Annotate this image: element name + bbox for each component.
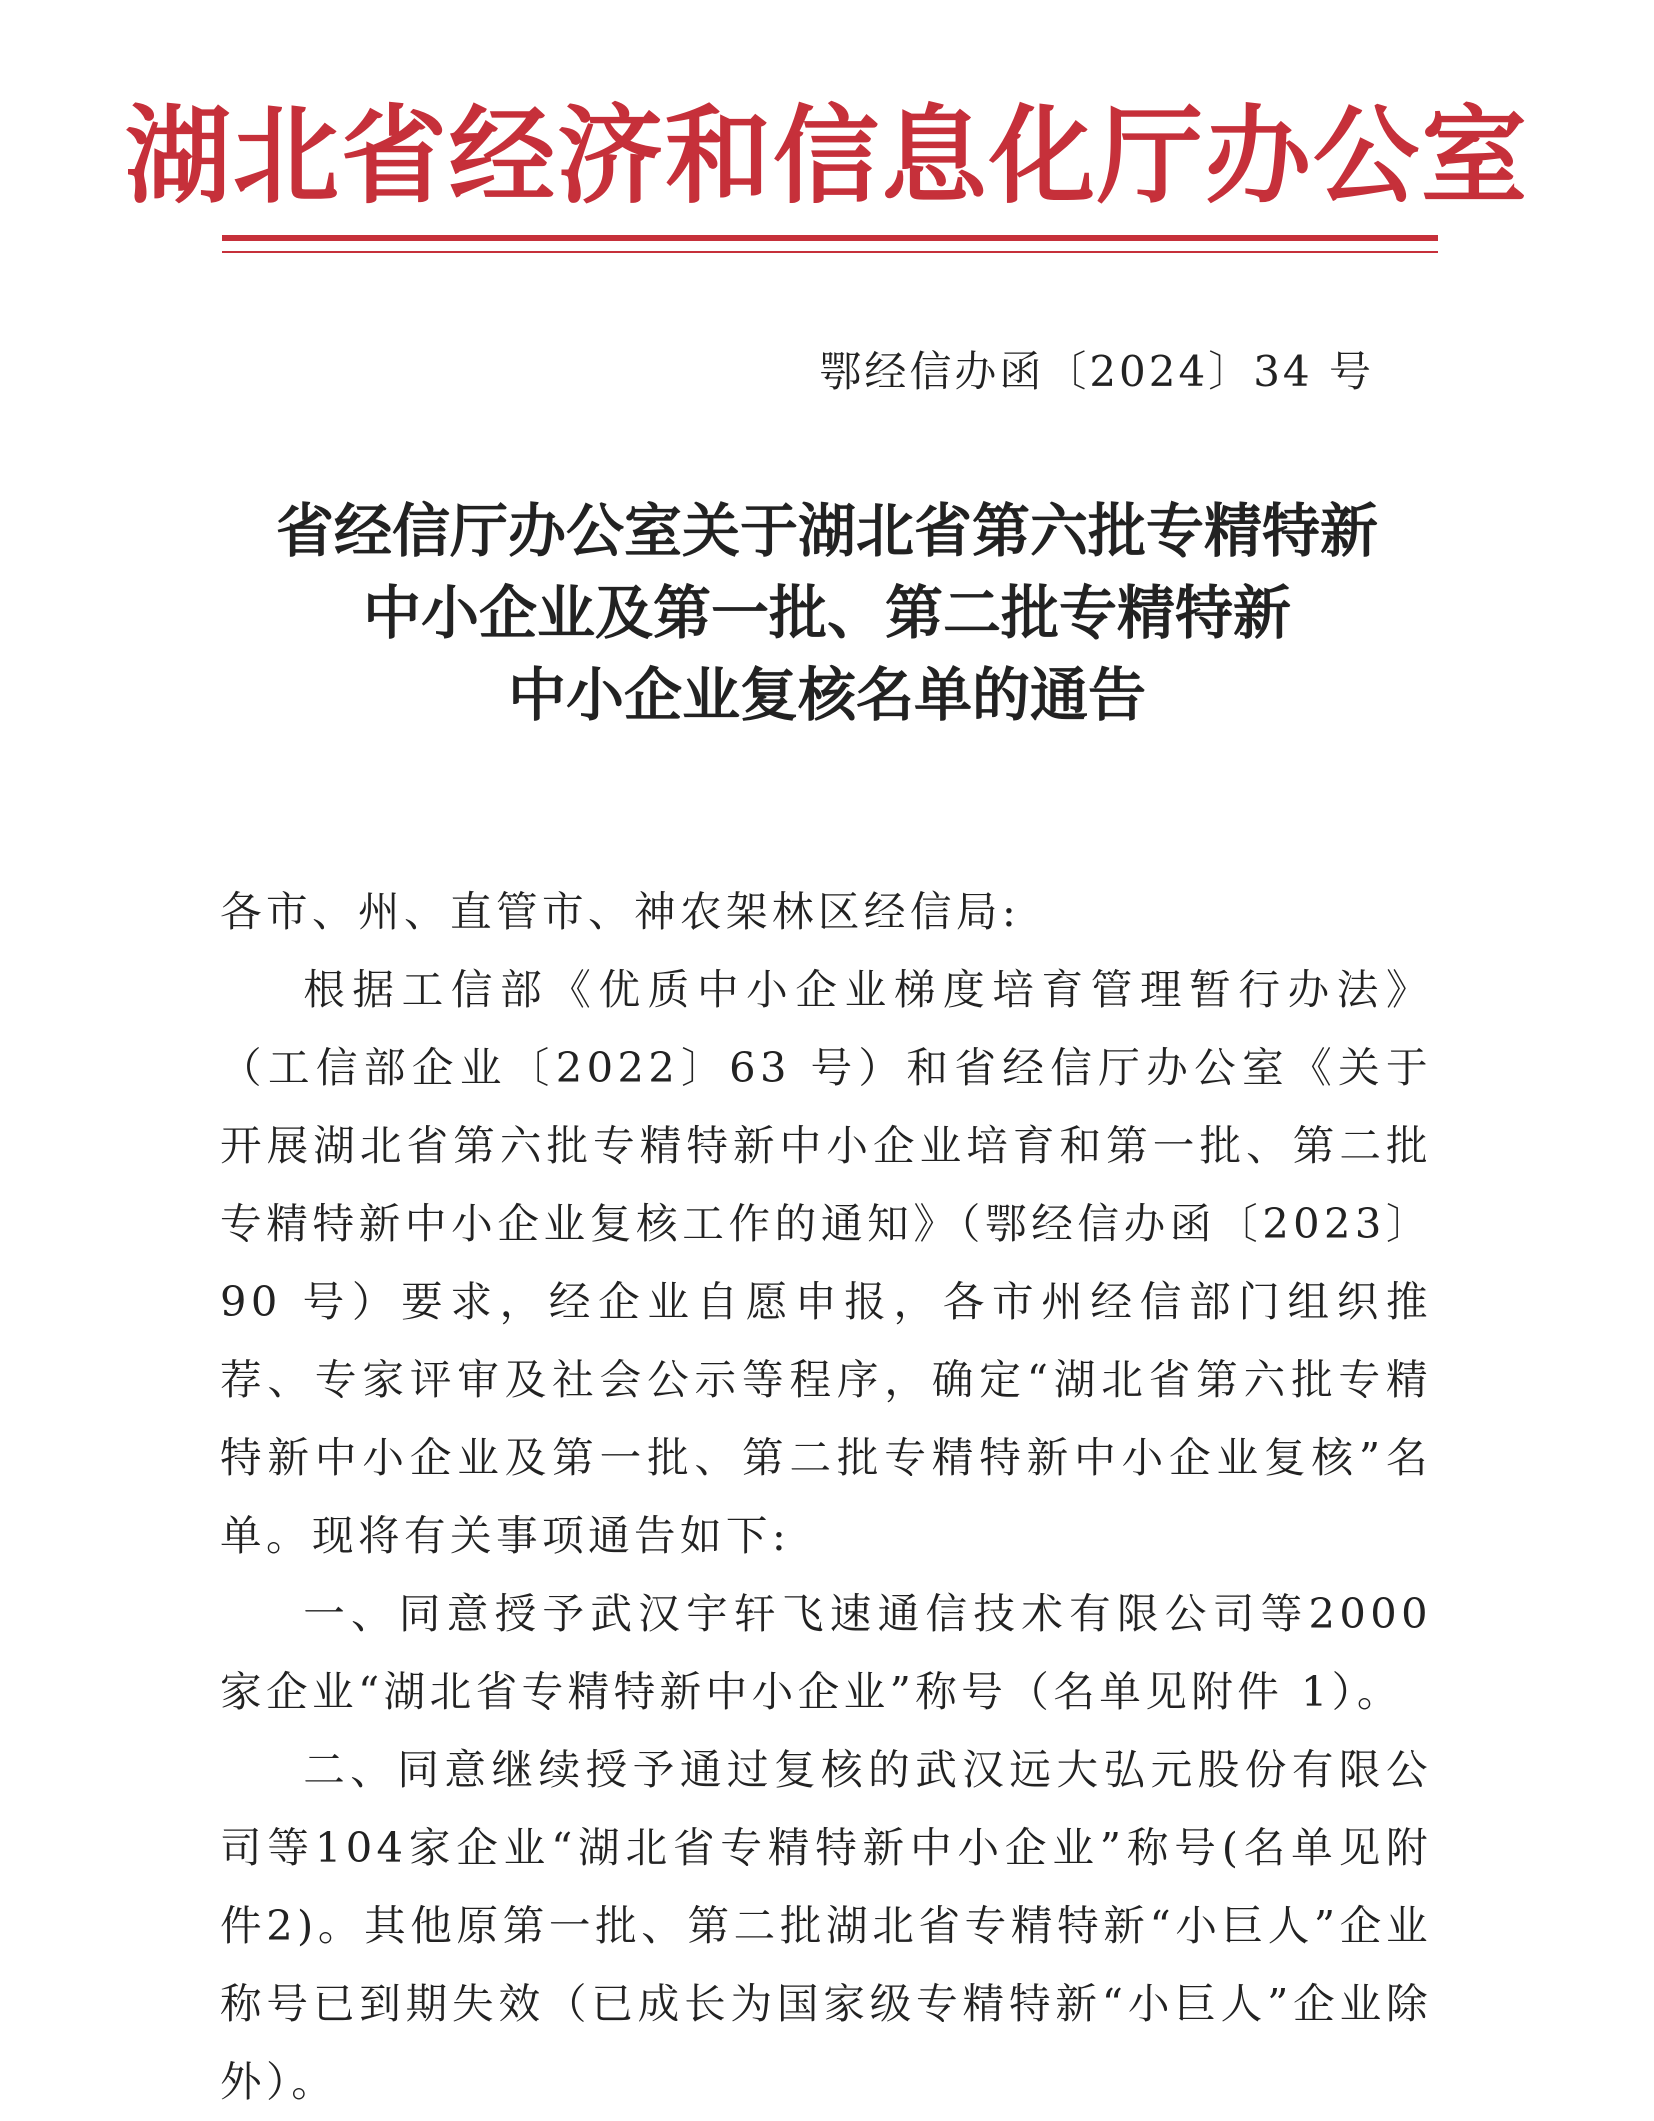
title-line: 中小企业复核名单的通告 (507, 661, 1146, 729)
red-divider-thin (222, 251, 1438, 253)
issuer-header: 湖北省经济和信息化厅办公室 (125, 95, 1529, 218)
document-title (0, 490, 1654, 736)
body-paragraph: 一、同意授予武汉宇轩飞速通信技术有限公司等2000家企业“湖北省专精特新中小企业”称号（名单见附件 1）。 (220, 1589, 1432, 1716)
body-paragraph: 二、同意继续授予通过复核的武汉远大弘元股份有限公司等104家企业“湖北省专精特新中小企业”称号(名单见附件2)。其他原第一批、第二批湖北省专精特新“小巨人”企业称号已到期失效（已成长为国家级专精特新“小巨人”企业除外）。 (220, 1745, 1432, 2106)
title-line: 中小企业及第一批、第二批专精特新 (362, 579, 1291, 647)
document-number: 鄂经信办函〔2024〕34 号 (819, 347, 1374, 396)
body-paragraph: 根据工信部《优质中小企业梯度培育管理暂行办法》（工信部企业〔2022〕63 号）和省经信厅办公室《关于开展湖北省第六批专精特新中小企业培育和第一批、第二批专精特新中小企业复核工作的通知》（鄂经信办函〔2023〕90 号）要求，经企业自愿申报，各市州经信部门组织推荐、专家评审及社会公示等程序，确定“湖北省第六批专精特新中小企业及第一批、第二批专精特新中小企业复核”名单。现将有关事项通告如下: (220, 965, 1432, 1560)
document-body (220, 873, 1432, 2121)
red-divider-thick (222, 235, 1438, 241)
salutation: 各市、州、直管市、神农架林区经信局: (220, 887, 1021, 936)
title-line: 省经信厅办公室关于湖北省第六批专精特新 (275, 497, 1378, 565)
